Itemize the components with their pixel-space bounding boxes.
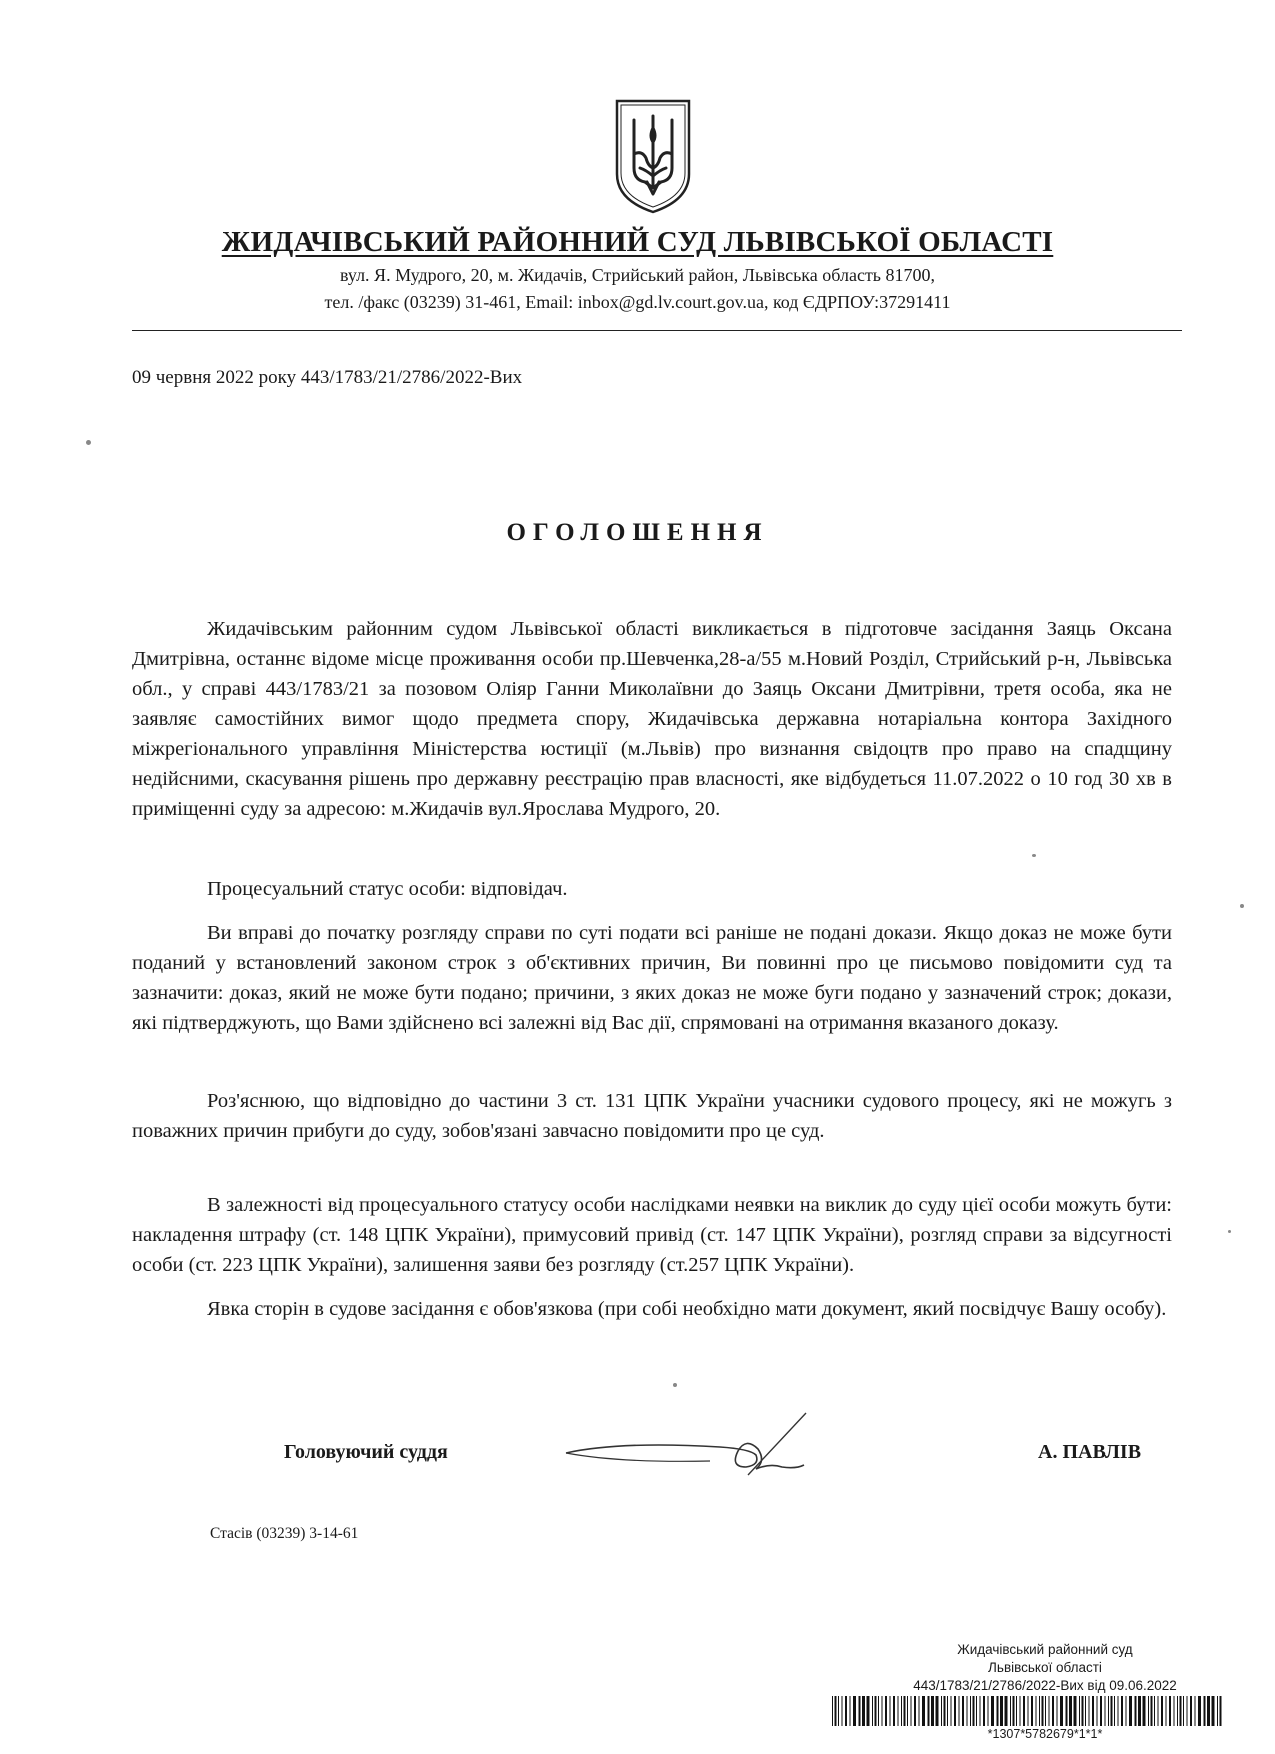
barcode-bar [1036, 1696, 1037, 1726]
barcode-bar [997, 1696, 999, 1726]
barcode-bar [919, 1696, 920, 1726]
barcode-bar [1169, 1696, 1171, 1726]
scan-speck [1240, 904, 1244, 908]
barcode-bar [1100, 1696, 1102, 1726]
court-address: вул. Я. Мудрого, 20, м. Жидачів, Стрийський район, Львівська область 81700, [339, 265, 936, 285]
court-contacts: тел. /факс (03239) 31-461, Email: inbox@gd.lv.court.gov.ua, код ЄДРПОУ:37291411 [324, 292, 951, 312]
barcode-bar [1039, 1696, 1040, 1726]
barcode-bar [1069, 1696, 1072, 1726]
coat-of-arms-icon [612, 96, 694, 216]
barcode-bar [922, 1696, 925, 1726]
barcode-bar [845, 1696, 847, 1726]
barcode-bar [1129, 1696, 1132, 1726]
barcode-bar [1121, 1696, 1123, 1726]
barcode-bar [901, 1696, 902, 1726]
paragraph-status: Процесуальний статус особи: відповідач. [207, 878, 568, 900]
barcode-bar [991, 1696, 994, 1726]
barcode-bar [1217, 1696, 1218, 1726]
barcode-bar [1042, 1696, 1044, 1726]
barcode-bar [1158, 1696, 1159, 1726]
barcode-bar [1177, 1696, 1178, 1726]
barcode-bar [1195, 1696, 1196, 1726]
barcode-bar [850, 1696, 851, 1726]
barcode-bar [1057, 1696, 1058, 1726]
barcode-bar [1126, 1696, 1127, 1726]
court-name: ЖИДАЧІВСЬКИЙ РАЙОННИЙ СУД ЛЬВІВСЬКОЇ ОБЛАСТІ [221, 226, 1054, 258]
handwritten-signature [560, 1405, 810, 1485]
barcode-bar [1151, 1696, 1153, 1726]
scan-speck [673, 1383, 677, 1387]
barcode-bar [1114, 1696, 1115, 1726]
barcode-bar [936, 1696, 939, 1726]
barcode-bar [1183, 1696, 1184, 1726]
document-title: ОГОЛОШЕННЯ [506, 519, 769, 546]
barcode-bar [1066, 1696, 1068, 1726]
barcode-bar [1148, 1696, 1149, 1726]
paragraph-evidence: Ви вправі до початку розгляду справи по суті подати всі раніше не подані докази. Якщо доказ не може бути поданий у встановлений законом строк з об'єктивних причин, Ви повинні про це письмово повідомити суд та зазначити: доказ, який не може бути подано; причини, з яких доказ не може буги подано у зазначений строк; докази, які підтверджують, що Вами здійснено всі залежні від Вас дії, спрямовані на отримання вказаного доказу. [132, 922, 1172, 1034]
letterhead-divider [132, 330, 1182, 331]
barcode-bar [1187, 1696, 1188, 1726]
barcode-bar [1020, 1696, 1021, 1726]
barcode-bar [959, 1696, 960, 1726]
barcode-bar [842, 1696, 843, 1726]
signature-label: Головуючий суддя [284, 1441, 448, 1463]
barcode-bar [859, 1696, 861, 1726]
barcode-bar [1031, 1696, 1033, 1726]
barcode-bar [882, 1696, 883, 1726]
barcode-bar [1000, 1696, 1003, 1726]
barcode-bar [878, 1696, 879, 1726]
barcode-bar [931, 1696, 934, 1726]
barcode-bar [1138, 1696, 1141, 1726]
scan-speck [1032, 854, 1036, 857]
paragraph-summons: Жидачівським районним судом Львівської області викликається в підготовче засідання Заяць Оксана Дмитрівна, останнє відоме місце проживання особи пр.Шевченка,28-а/55 м.Новий Розділ, Стрийський р-н, Львівська обл., у справі 443/1783/21 за позовом Оліяр Ганни Миколаївни до Заяць Оксани Дмитрівни, третя особа, яка не заявляє самостійних вимог щодо предмета спору, Жидачівська державна нотаріальна контора Західного міжрегіонального управління Міністерства юстиції (м.Львів) про визнання свідоцтв про право на спадщину недійсними, скасування рішень про державну реєстрацію прав власності, яке відбудеться 11.07.2022 о 10 год 30 хв в приміщенні суду за адресою: м.Жидачів вул.Ярослава Мудрого, 20. [132, 618, 1172, 820]
paragraph-explanation: Роз'яснюю, що відповідно до частини 3 ст. 131 ЦПК України учасники судового процесу, які не можугь з поважних причин прибуги до суду, зобов'язані завчасно повідомити про це суд. [132, 1090, 1172, 1142]
barcode-bar [1045, 1696, 1046, 1726]
barcode-bar [944, 1696, 946, 1726]
judge-name: А. ПАВЛІВ [1038, 1441, 1142, 1463]
barcode-bar [947, 1696, 948, 1726]
paragraph-consequences: В залежності від процесуального статусу особи наслідками неявки на виклик до суду цієї особи можуть бути: накладення штрафу (ст. 148 ЦПК України), примусовий привід (ст. 147 ЦПК України), розгляд справи за відсугності особи (ст. 223 ЦПК України), залишення заяви без розгляду (ст.257 ЦПК України). [132, 1194, 1172, 1276]
barcode-bar [1060, 1696, 1063, 1726]
barcode-bar [898, 1696, 899, 1726]
stamp-registration: 443/1783/21/2786/2022-Вих від 09.06.2022 [913, 1678, 1177, 1693]
barcode-bar [885, 1696, 887, 1726]
barcode-bar [1118, 1696, 1119, 1726]
barcode-bar [1016, 1696, 1017, 1726]
barcode-bar [862, 1696, 865, 1726]
barcode-bar [1111, 1696, 1113, 1726]
barcode-bar [853, 1696, 856, 1726]
barcode-bar [1207, 1696, 1210, 1726]
barcode-bar [1143, 1696, 1146, 1726]
barcode-bar [1052, 1696, 1054, 1726]
barcode-bar [976, 1696, 977, 1726]
barcode-bar [867, 1696, 870, 1726]
barcode-bar [1220, 1696, 1222, 1726]
barcode-bar [1135, 1696, 1137, 1726]
barcode-bar [954, 1696, 956, 1726]
barcode-bar [970, 1696, 971, 1726]
barcode-bar [1082, 1696, 1084, 1726]
barcode-bar [941, 1696, 942, 1726]
barcode-bar [1190, 1696, 1192, 1726]
barcode-bar [962, 1696, 964, 1726]
executor-contact: Стасів (03239) 3-14-61 [210, 1525, 359, 1542]
barcode-bar [928, 1696, 930, 1726]
barcode-bar [872, 1696, 873, 1726]
barcode-bar [1049, 1696, 1050, 1726]
barcode-bar [832, 1696, 833, 1726]
barcode-number: *1307*5782679*1*1* [987, 1727, 1103, 1741]
barcode-bar [1180, 1696, 1182, 1726]
paragraph-attendance: Явка сторін в судове засідання є обов'язкова (при собі необхідно мати документ, який посвідчує Вашу особу). [207, 1298, 1167, 1320]
barcode [830, 1696, 1226, 1726]
barcode-bar [980, 1696, 981, 1726]
barcode-bar [911, 1696, 912, 1726]
barcode-bar [1212, 1696, 1215, 1726]
barcode-bar [1092, 1696, 1094, 1726]
barcode-bar [1166, 1696, 1167, 1726]
stamp-court-name: Жидачівський районний суд [957, 1642, 1133, 1657]
barcode-bar [1023, 1696, 1025, 1726]
barcode-bar [1174, 1696, 1175, 1726]
barcode-bar [1028, 1696, 1029, 1726]
barcode-bar [1204, 1696, 1206, 1726]
barcode-bar [951, 1696, 952, 1726]
barcode-bar [1085, 1696, 1086, 1726]
scan-speck [86, 440, 91, 445]
scan-speck [1228, 1230, 1231, 1233]
barcode-bar [907, 1696, 908, 1726]
barcode-bar [875, 1696, 877, 1726]
barcode-bar [983, 1696, 985, 1726]
barcode-bar [914, 1696, 916, 1726]
barcode-bar [1105, 1696, 1106, 1726]
stamp-region: Львівської області [988, 1660, 1102, 1675]
barcode-bar [1097, 1696, 1098, 1726]
barcode-bar [1198, 1696, 1201, 1726]
barcode-bar [835, 1696, 837, 1726]
barcode-bar [1079, 1696, 1080, 1726]
barcode-bar [904, 1696, 906, 1726]
barcode-bar [1005, 1696, 1008, 1726]
document-date-number: 09 червня 2022 року 443/1783/21/2786/2022-Вих [132, 367, 523, 388]
barcode-bar [988, 1696, 989, 1726]
barcode-bar [890, 1696, 891, 1726]
barcode-bar [893, 1696, 895, 1726]
barcode-bar [1010, 1696, 1011, 1726]
barcode-bar [1013, 1696, 1015, 1726]
barcode-bar [1089, 1696, 1090, 1726]
barcode-bar [1074, 1696, 1077, 1726]
barcode-bar [967, 1696, 968, 1726]
barcode-bar [1161, 1696, 1163, 1726]
barcode-bar [1154, 1696, 1155, 1726]
barcode-bar [1108, 1696, 1109, 1726]
barcode-bar [838, 1696, 839, 1726]
barcode-bar [973, 1696, 975, 1726]
